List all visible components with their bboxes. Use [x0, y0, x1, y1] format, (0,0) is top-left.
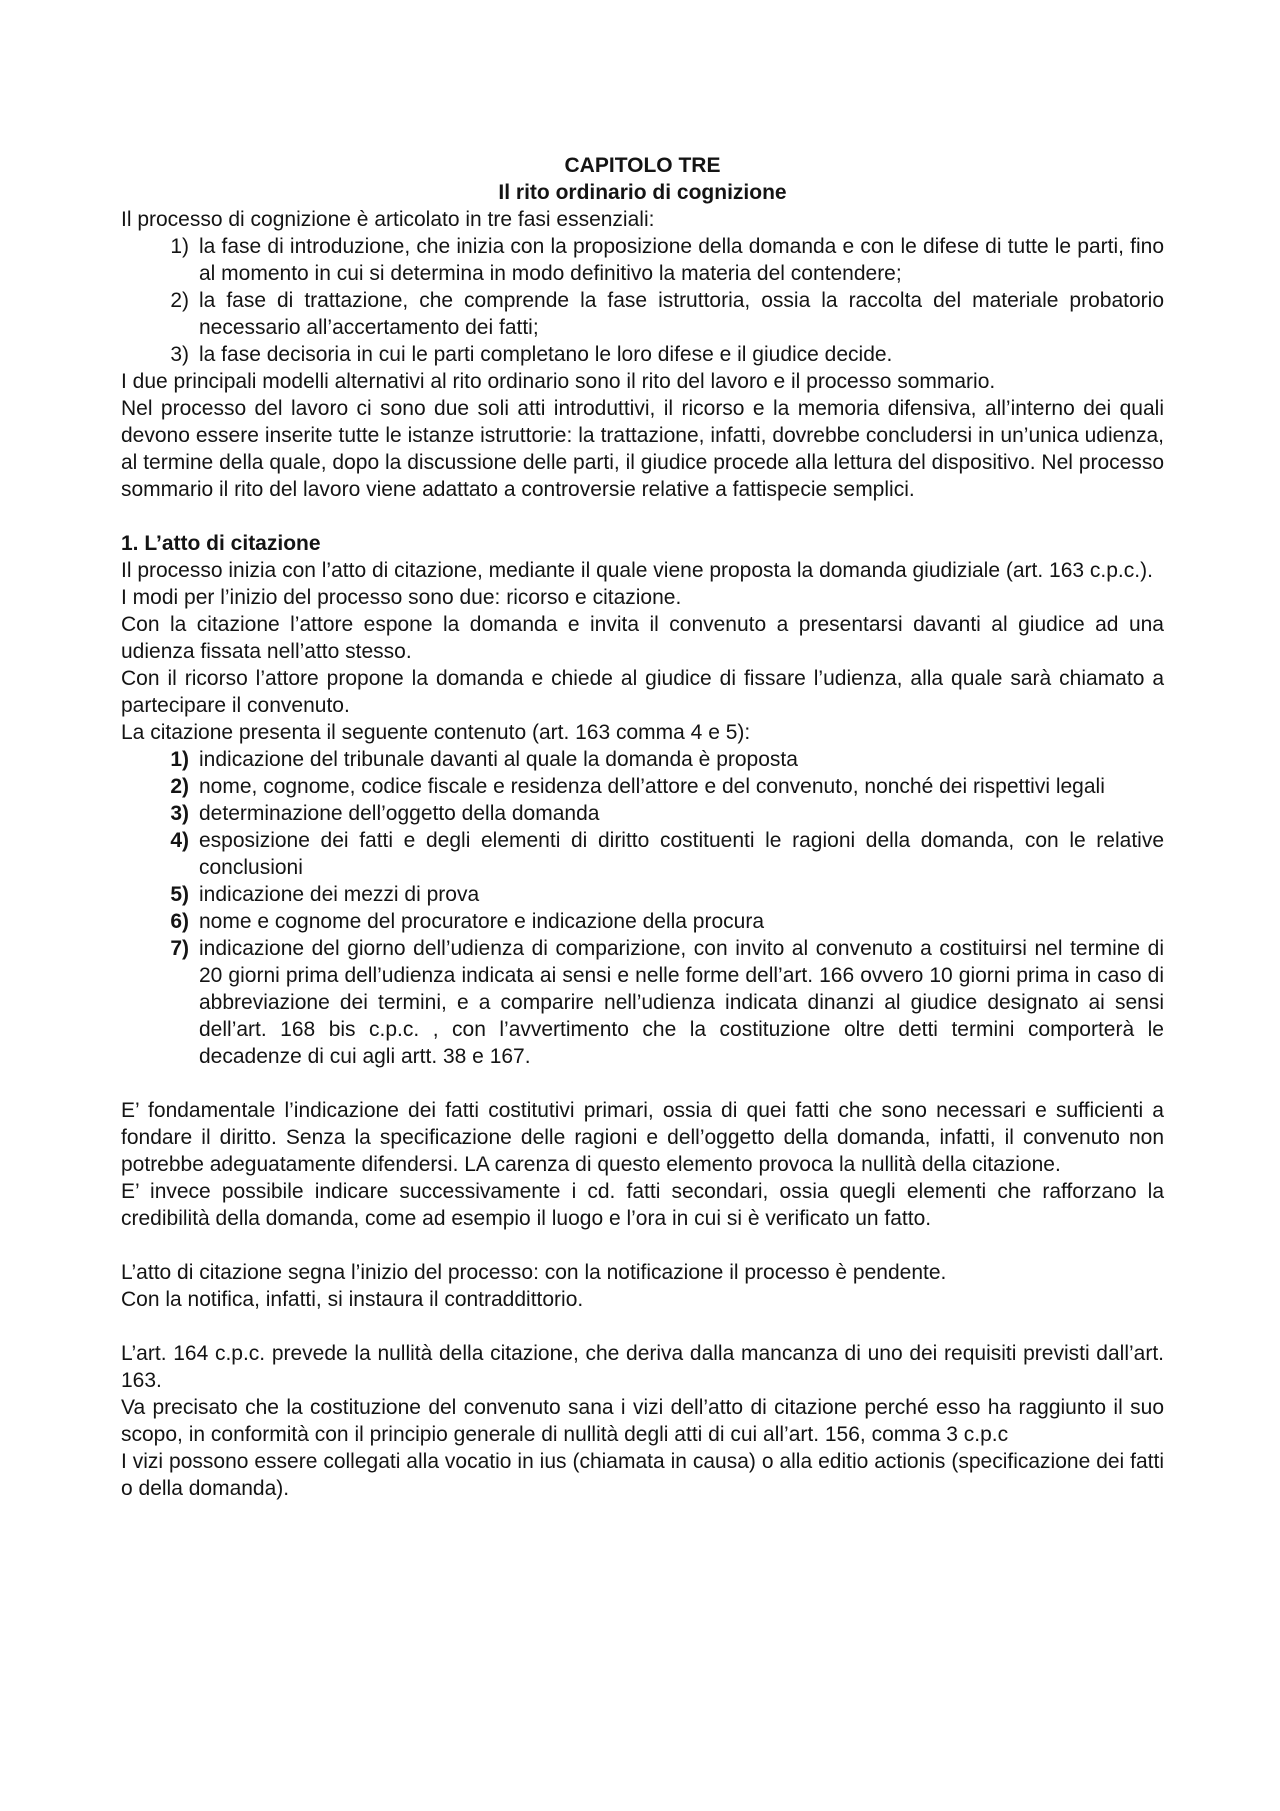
chapter-label: CAPITOLO TRE — [564, 154, 721, 177]
paragraph: I modi per l’inizio del processo sono due: ricorso e citazione. — [121, 586, 682, 609]
list-item: 7) indicazione del giorno dell’udienza di comparizione, con invito al convenuto a costituirsi nel termine di 20 giorni prima dell’udienza indicata ai sensi e nelle forme dell’art. 166 ovvero 10 giorni prima in caso di abbreviazione dei termini, e a comparire nell’udienza indicata dinanzi al giudice designato ai sensi dell’art. 168 bis c.p.c. , con l’avvertimento che la costituzione oltre detti termini comporterà le decadenze di cui agli artt. 38 e 167. — [170, 937, 1164, 1068]
paragraph: Il processo inizia con l’atto di citazione, mediante il quale viene proposta la domanda giudiziale (art. 163 c.p.c.). — [121, 559, 1153, 582]
list-item: 2) nome, cognome, codice fiscale e residenza dell’attore e del convenuto, nonché dei rispettivi legali — [170, 775, 1105, 798]
paragraph: Con la citazione l’attore espone la domanda e invita il convenuto a presentarsi davanti al giudice ad una udienza fissata nell’atto stesso. — [121, 613, 1164, 663]
section-heading: 1. L’atto di citazione — [121, 532, 321, 555]
paragraph: Nel processo del lavoro ci sono due soli atti introduttivi, il ricorso e la memoria difensiva, all’interno dei quali devono essere inserite tutte le istanze istruttorie: la trattazione, infatti, dovrebbe concludersi in un’unica udienza, al termine della quale, dopo la discussione delle parti, il giudice procede alla lettura del dispositivo. Nel processo sommario il rito del lavoro viene adattato a controversie relative a fattispecie semplici. — [121, 397, 1164, 501]
list-item: 5) indicazione dei mezzi di prova — [170, 883, 480, 906]
paragraph: La citazione presenta il seguente contenuto (art. 163 comma 4 e 5): — [121, 721, 751, 744]
list-item: 1) indicazione del tribunale davanti al quale la domanda è proposta — [170, 748, 798, 771]
list-item: 6) nome e cognome del procuratore e indicazione della procura — [170, 910, 765, 933]
list-item: 1) la fase di introduzione, che inizia con la proposizione della domanda e con le difese di tutte le parti, fino al momento in cui si determina in modo definitivo la materia del contendere; — [170, 235, 1164, 285]
paragraph: I vizi possono essere collegati alla vocatio in ius (chiamata in causa) o alla editio actionis (specificazione dei fatti o della domanda). — [121, 1450, 1164, 1500]
paragraph: Con la notifica, infatti, si instaura il contraddittorio. — [121, 1288, 584, 1311]
paragraph: L’atto di citazione segna l’inizio del processo: con la notificazione il processo è pendente. — [121, 1261, 947, 1284]
chapter-title: Il rito ordinario di cognizione — [498, 181, 787, 204]
list-item: 4) esposizione dei fatti e degli elementi di diritto costituenti le ragioni della domanda, con le relative conclusioni — [170, 829, 1164, 879]
list-item: 3) determinazione dell’oggetto della domanda — [170, 802, 600, 825]
list-item: 3) la fase decisoria in cui le parti completano le loro difese e il giudice decide. — [170, 343, 893, 366]
intro-lead: Il processo di cognizione è articolato in tre fasi essenziali: — [121, 208, 655, 231]
paragraph: E’ fondamentale l’indicazione dei fatti costitutivi primari, ossia di quei fatti che sono necessari e sufficienti a fondare il diritto. Senza la specificazione delle ragioni e dell’oggetto della domanda, infatti, il convenuto non potrebbe adeguatamente difendersi. LA carenza di questo elemento provoca la nullità della citazione. — [121, 1099, 1164, 1176]
list-item: 2) la fase di trattazione, che comprende la fase istruttoria, ossia la raccolta del materiale probatorio necessario all’accertamento dei fatti; — [170, 289, 1164, 339]
paragraph: Con il ricorso l’attore propone la domanda e chiede al giudice di fissare l’udienza, alla quale sarà chiamato a partecipare il convenuto. — [121, 667, 1164, 717]
citation-contents-list — [121, 746, 1164, 1070]
phases-list — [121, 233, 1164, 368]
paragraph: I due principali modelli alternativi al rito ordinario sono il rito del lavoro e il processo sommario. — [121, 370, 996, 393]
paragraph: Va precisato che la costituzione del convenuto sana i vizi dell’atto di citazione perché esso ha raggiunto il suo scopo, in conformità con il principio generale di nullità degli atti di cui all’art. 156, comma 3 c.p.c — [121, 1396, 1164, 1446]
paragraph: E’ invece possibile indicare successivamente i cd. fatti secondari, ossia quegli elementi che rafforzano la credibilità della domanda, come ad esempio il luogo e l’ora in cui si è verificato un fatto. — [121, 1180, 1164, 1230]
paragraph: L’art. 164 c.p.c. prevede la nullità della citazione, che deriva dalla mancanza di uno dei requisiti previsti dall’art. 163. — [121, 1342, 1164, 1392]
